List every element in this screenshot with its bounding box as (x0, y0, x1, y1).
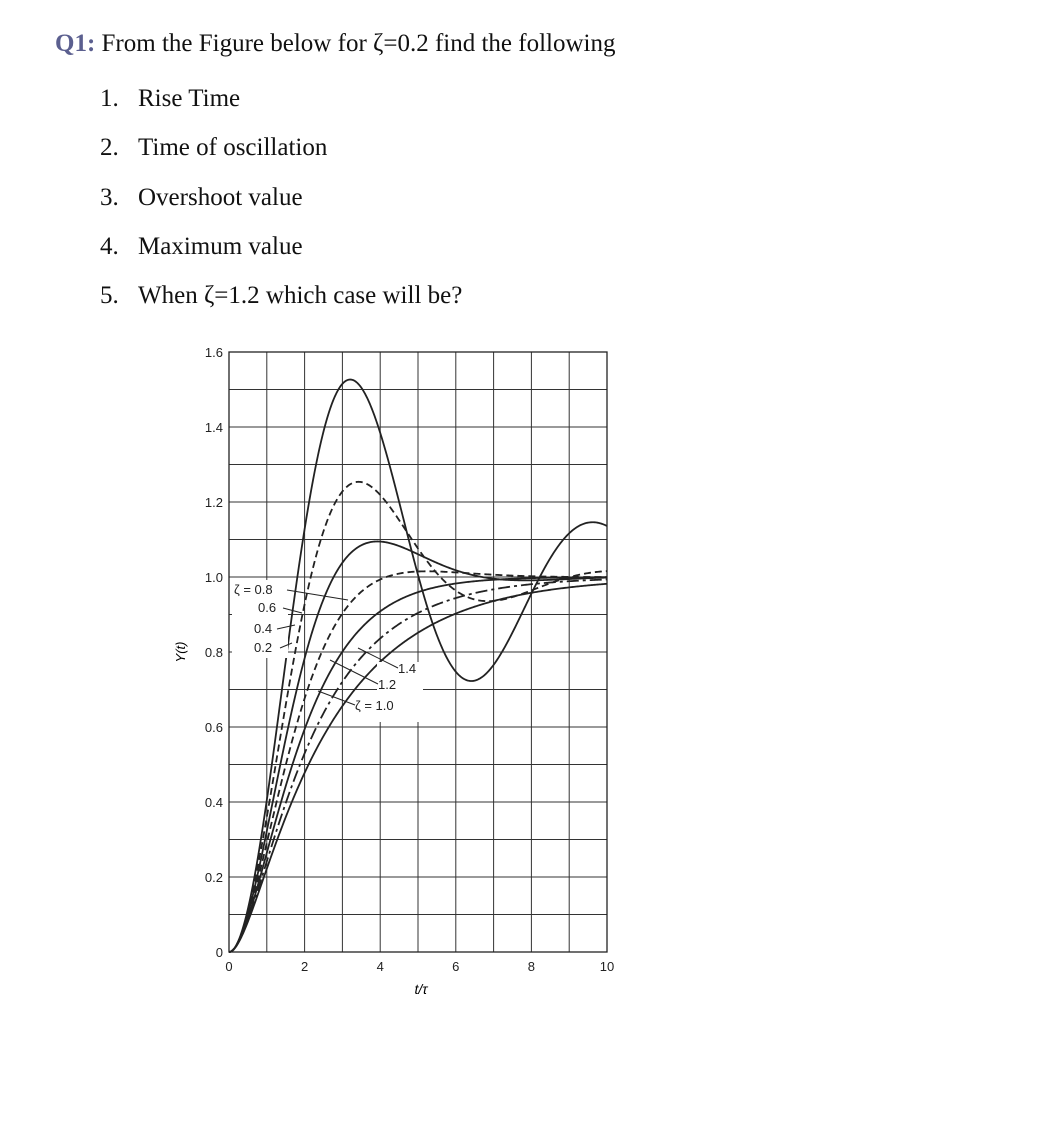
x-tick-label: 6 (452, 959, 460, 974)
y-axis-label: Y(t) (173, 641, 188, 663)
y-tick-label: 1.2 (204, 495, 223, 510)
item-text: Maximum value (138, 232, 303, 260)
item-number: 3. (100, 183, 119, 211)
annotation-zeta-0.2: 0.2 (254, 640, 273, 655)
y-tick-label: 0.2 (204, 870, 223, 885)
annotation-leader-0.8 (287, 590, 348, 600)
annotation-zeta-0.4: 0.4 (254, 621, 273, 636)
x-tick-label: 2 (300, 959, 309, 974)
annotation-zeta-1.2: 1.2 (378, 677, 397, 692)
y-tick-label: 0 (215, 945, 223, 960)
annotation-leader-1.0 (318, 691, 355, 705)
question-number: Q1: (55, 30, 96, 57)
x-tick-label: 8 (527, 959, 536, 974)
question-prompt: From the Figure below for ζ=0.2 find the following (101, 30, 616, 57)
y-tick-label: 0.4 (204, 795, 223, 810)
y-tick-label: 1.4 (204, 420, 223, 435)
annotation-zeta-0.6: 0.6 (258, 600, 277, 615)
y-tick-label: 1.6 (204, 345, 223, 360)
item-text: Overshoot value (138, 183, 303, 211)
item-text: Rise Time (138, 85, 241, 112)
item-number: 4. (100, 232, 119, 260)
y-tick-label: 0.8 (204, 645, 223, 660)
annotation-right-group (318, 648, 423, 722)
y-tick-label: 0.6 (204, 720, 223, 735)
x-tick-label: 0 (225, 959, 233, 974)
annotation-left-group (232, 580, 348, 658)
item-number: 2. (100, 134, 119, 162)
annotation-zeta-0.8: ζ = 0.8 (234, 582, 273, 597)
y-tick-label: 1.0 (204, 570, 223, 585)
x-tick-label: 10 (599, 959, 615, 974)
item-number: 5. (100, 282, 119, 310)
item-text: When ζ=1.2 which case will be? (138, 282, 463, 310)
x-axis-label: t/τ (414, 981, 428, 997)
annotation-zeta-1.4: 1.4 (398, 661, 417, 676)
x-tick-label: 4 (376, 959, 384, 974)
item-text: Time of oscillation (138, 134, 328, 162)
annotation-zeta-1.0: ζ = 1.0 (355, 698, 394, 713)
item-number: 1. (100, 85, 119, 112)
